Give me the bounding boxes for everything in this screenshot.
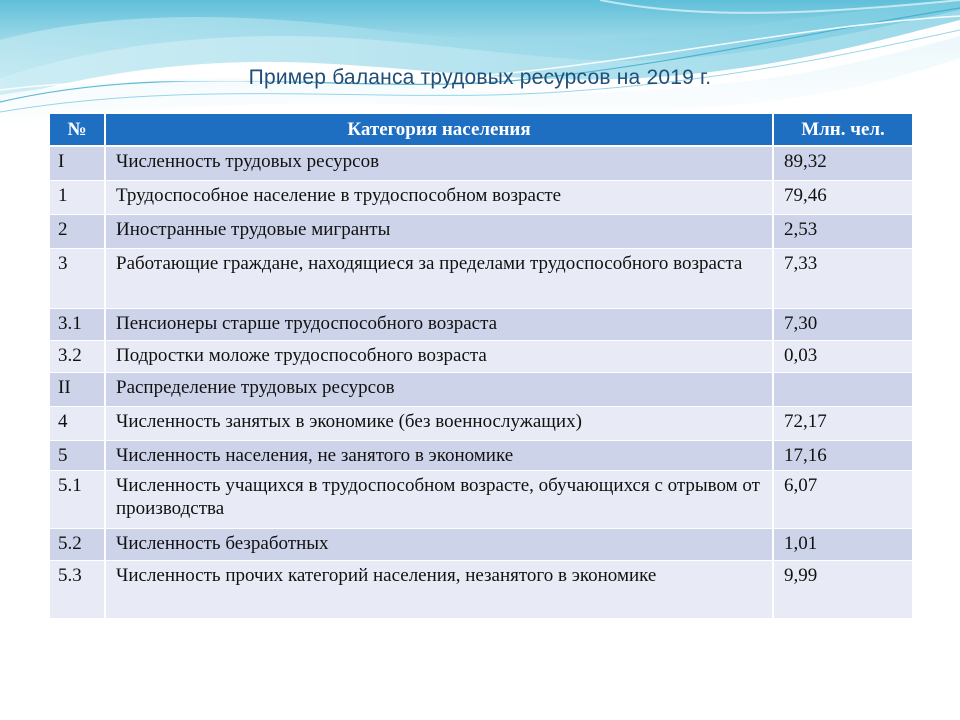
row-number: [49, 308, 105, 340]
row-value-text: 7,30: [784, 312, 818, 334]
row-value: [773, 528, 913, 560]
row-value-text: 17,16: [784, 444, 827, 466]
row-category: [105, 440, 773, 470]
row-category-text: Численность населения, не занятого в экономике: [116, 444, 514, 466]
row-value: [773, 406, 913, 440]
header-number: №: [49, 113, 105, 146]
table-row: [49, 146, 913, 180]
row-number: [49, 372, 105, 406]
table-row: [49, 372, 913, 406]
row-category-text: Численность безработных: [116, 532, 329, 554]
row-category: [105, 340, 773, 372]
row-category-text: Численность трудовых ресурсов: [116, 151, 380, 172]
header-value: Млн. чел.: [773, 113, 913, 146]
row-value-text: 79,46: [784, 184, 827, 206]
row-number: [49, 528, 105, 560]
row-number-text: 1: [58, 184, 68, 206]
labor-balance-table: [48, 112, 914, 619]
row-category-text: Численность прочих категорий населения, незанятого в экономике: [116, 564, 657, 586]
row-number: [49, 340, 105, 372]
row-number-text: 5.3: [58, 564, 82, 586]
table-row: [49, 180, 913, 214]
table-row: [49, 440, 913, 470]
row-number: [49, 146, 105, 180]
row-number-text: II: [58, 376, 71, 398]
labor-balance-table-container: [48, 112, 912, 619]
row-category-text: Численность занятых в экономике (без военнослужащих): [116, 410, 582, 432]
row-number-text: 2: [58, 218, 68, 240]
row-category-text: Иностранные трудовые мигранты: [116, 218, 391, 240]
row-category: [105, 470, 773, 528]
row-number: [49, 214, 105, 248]
row-number: [49, 248, 105, 308]
table-row: [49, 340, 913, 372]
table-row: [49, 214, 913, 248]
row-category-text: Трудоспособное население в трудоспособном возрасте: [116, 184, 562, 206]
row-value-text: 1,01: [784, 532, 818, 554]
row-value: [773, 146, 913, 180]
row-number-text: 5.1: [58, 474, 82, 496]
row-number-text: I: [58, 151, 65, 172]
table-header-row: [49, 113, 913, 146]
row-value: [773, 440, 913, 470]
table-row: [49, 308, 913, 340]
row-value: [773, 372, 913, 406]
row-category-text: Пенсионеры старше трудоспособного возраста: [116, 312, 498, 334]
row-value-text: 2,53: [784, 218, 818, 240]
header-category: Категория населения: [105, 113, 773, 146]
row-category: [105, 560, 773, 618]
row-value-text: 72,17: [784, 410, 827, 432]
row-category: [105, 372, 773, 406]
row-category: [105, 406, 773, 440]
row-category-text: Численность учащихся в трудоспособном возрасте, обучающихся с отрывом от производства: [116, 474, 760, 519]
row-category: [105, 528, 773, 560]
row-category-text: Работающие граждане, находящиеся за пределами трудоспособного возраста: [116, 252, 743, 274]
row-value-text: 89,32: [784, 151, 827, 172]
row-value-text: 6,07: [784, 474, 818, 496]
row-value-text: 7,33: [784, 252, 818, 274]
row-value: [773, 340, 913, 372]
row-category: [105, 308, 773, 340]
row-category-text: Распределение трудовых ресурсов: [116, 376, 395, 398]
table-row: [49, 560, 913, 618]
slide-title: Пример баланса трудовых ресурсов на 2019 г.: [248, 66, 712, 89]
row-number-text: 3.1: [58, 312, 82, 334]
row-number: [49, 470, 105, 528]
table-row: [49, 406, 913, 440]
row-value-text: 0,03: [784, 344, 818, 366]
table-row: [49, 470, 913, 528]
row-value-text: [784, 373, 912, 379]
row-value: [773, 560, 913, 618]
row-value: [773, 214, 913, 248]
row-number-text: 3.2: [58, 344, 82, 366]
row-number: [49, 406, 105, 440]
row-value: [773, 308, 913, 340]
row-category: [105, 248, 773, 308]
row-value: [773, 180, 913, 214]
row-category: [105, 180, 773, 214]
row-category-text: Подростки моложе трудоспособного возраста: [116, 344, 487, 366]
table-row: [49, 528, 913, 560]
row-value: [773, 248, 913, 308]
row-number-text: 4: [58, 410, 68, 432]
row-value-text: 9,99: [784, 564, 818, 586]
table-row: [49, 248, 913, 308]
row-category: [105, 146, 773, 180]
row-number: [49, 180, 105, 214]
row-number-text: 5.2: [58, 532, 82, 554]
row-category: [105, 214, 773, 248]
row-value: [773, 470, 913, 528]
row-number: [49, 560, 105, 618]
row-number-text: 5: [58, 444, 68, 466]
row-number-text: 3: [58, 252, 68, 274]
row-number: [49, 440, 105, 470]
